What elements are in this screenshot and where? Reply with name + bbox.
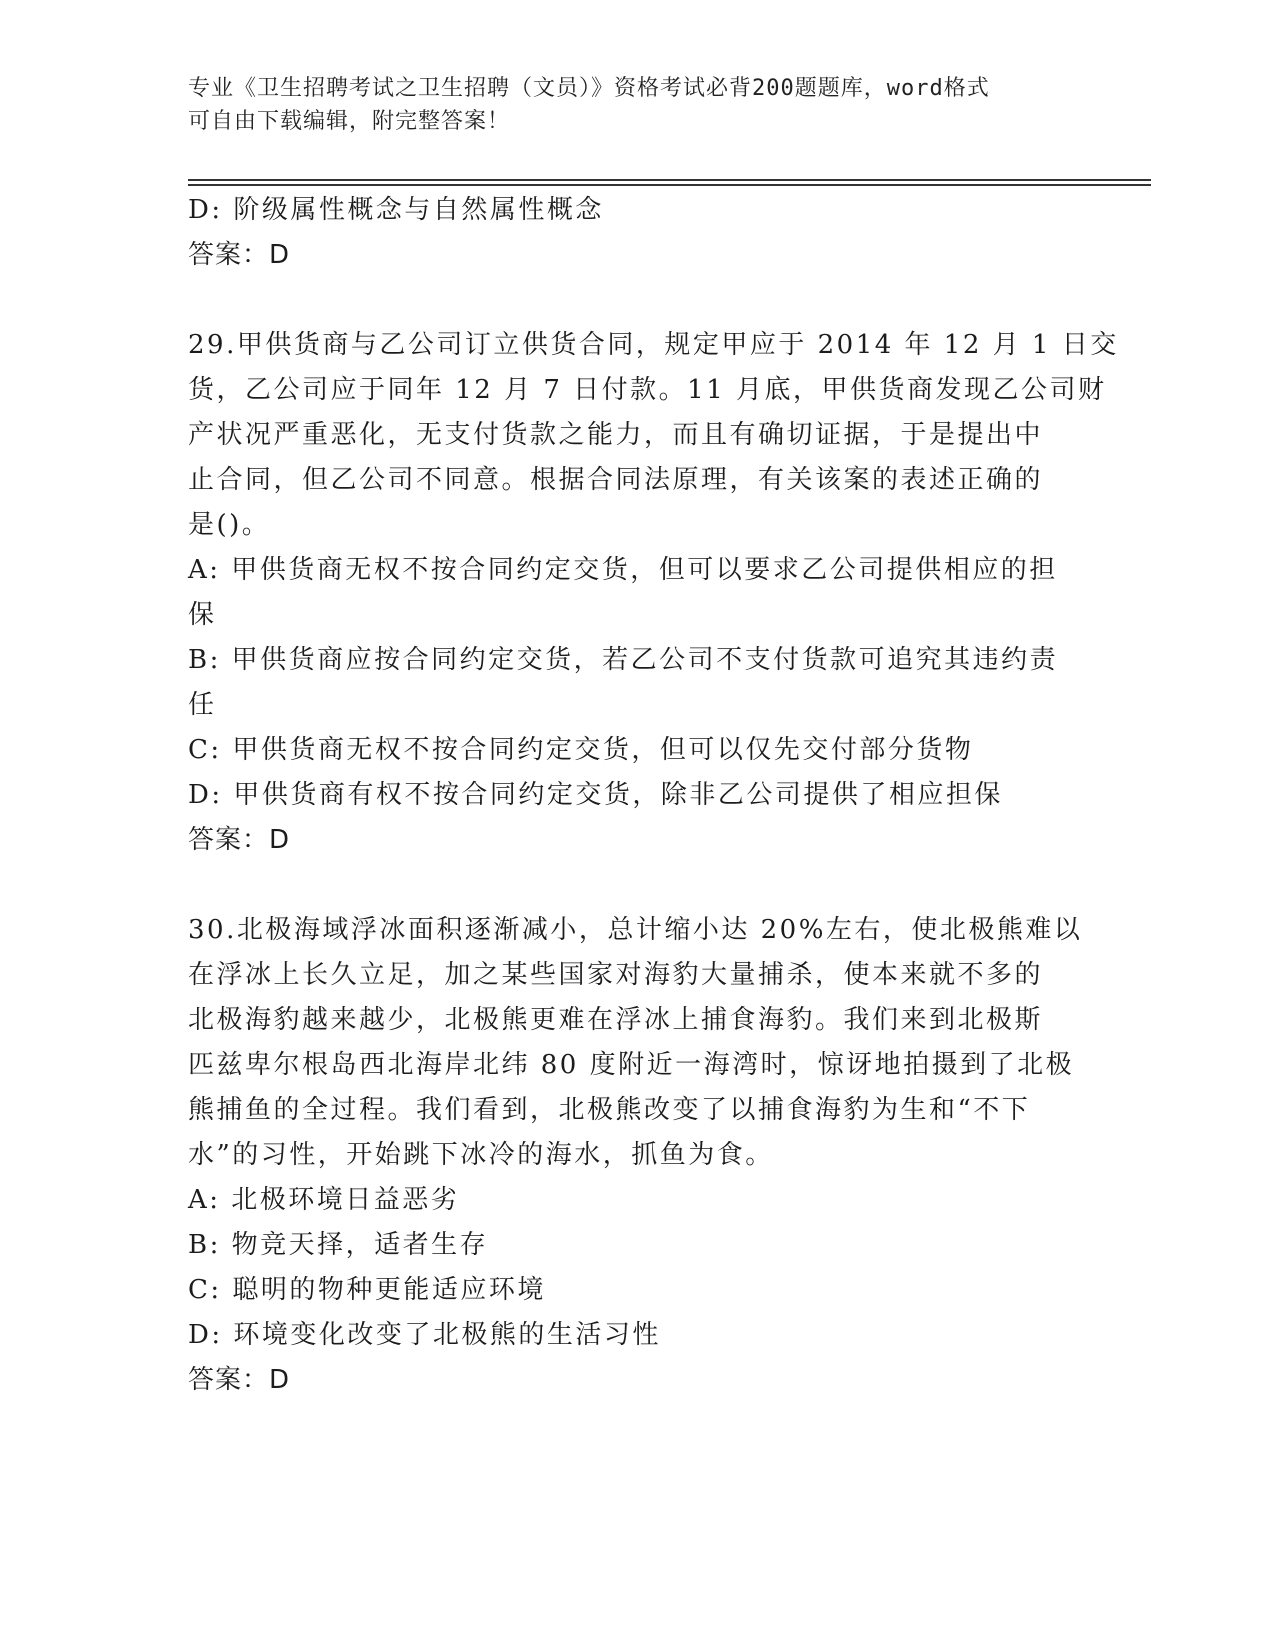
page-header (188, 72, 1088, 138)
document-body (188, 188, 1119, 1403)
question-stem-line: 货，乙公司应于同年 12 月 7 日付款。11 月底，甲供货商发现乙公司财 (188, 375, 1107, 405)
option-b: B: 物竞天择，适者生存 (188, 1230, 489, 1260)
header-divider-top (188, 179, 1151, 181)
question-30 (188, 908, 1088, 1403)
option-b: B: 甲供货商应按合同约定交货，若乙公司不支付货款可追究其违约责 (188, 645, 1059, 675)
question-29 (188, 323, 1119, 863)
question-stem-line: 止合同，但乙公司不同意。根据合同法原理，有关该案的表述正确的 (188, 465, 1044, 495)
question-stem-line: 产状况严重恶化，无支付货款之能力，而且有确切证据，于是提出中 (188, 420, 1044, 450)
question-stem-line: 水”的习性，开始跳下冰冷的海水，抓鱼为食。 (188, 1140, 774, 1170)
question-stem-line: 在浮冰上长久立足，加之某些国家对海豹大量捕杀，使本来就不多的 (188, 960, 1044, 990)
question-stem-line: 北极海豹越来越少，北极熊更难在浮冰上捕食海豹。我们来到北极斯 (188, 1005, 1044, 1035)
prev-question (188, 188, 1088, 278)
question-stem-line: 29.甲供货商与乙公司订立供货合同，规定甲应于 2014 年 12 月 1 日交 (188, 330, 1119, 360)
header-line-2: 可自由下载编辑，附完整答案！ (188, 109, 511, 134)
question-stem-line: 30.北极海域浮冰面积逐渐减小，总计缩小达 20%左右，使北极熊难以 (188, 915, 1083, 945)
question-stem-line: 匹兹卑尔根岛西北海岸北纬 80 度附近一海湾时，惊讶地拍摄到了北极 (188, 1050, 1075, 1080)
question-stem-line: 是()。 (188, 510, 271, 540)
option-a: A: 北极环境日益恶劣 (188, 1185, 460, 1215)
option-d: D: 环境变化改变了北极熊的生活习性 (188, 1320, 661, 1350)
answer-line: 答案：D (188, 825, 291, 855)
option-d: D: 阶级属性概念与自然属性概念 (188, 195, 604, 225)
question-stem-line: 熊捕鱼的全过程。我们看到，北极熊改变了以捕食海豹为生和“不下 (188, 1095, 1031, 1125)
spacer (188, 278, 1088, 323)
spacer (188, 863, 1088, 908)
header-line-1: 专业《卫生招聘考试之卫生招聘（文员）》资格考试必背200题题库，word格式 (188, 76, 990, 101)
option-b-continued: 任 (188, 690, 217, 720)
option-d: D: 甲供货商有权不按合同约定交货，除非乙公司提供了相应担保 (188, 780, 1003, 810)
header-divider-bottom (188, 184, 1151, 186)
answer-line: 答案：D (188, 240, 291, 270)
option-c: C: 聪明的物种更能适应环境 (188, 1275, 546, 1305)
option-c: C: 甲供货商无权不按合同约定交货，但可以仅先交付部分货物 (188, 735, 974, 765)
option-a-continued: 保 (188, 600, 217, 630)
option-a: A: 甲供货商无权不按合同约定交货，但可以要求乙公司提供相应的担 (188, 555, 1058, 585)
answer-line: 答案：D (188, 1365, 291, 1395)
